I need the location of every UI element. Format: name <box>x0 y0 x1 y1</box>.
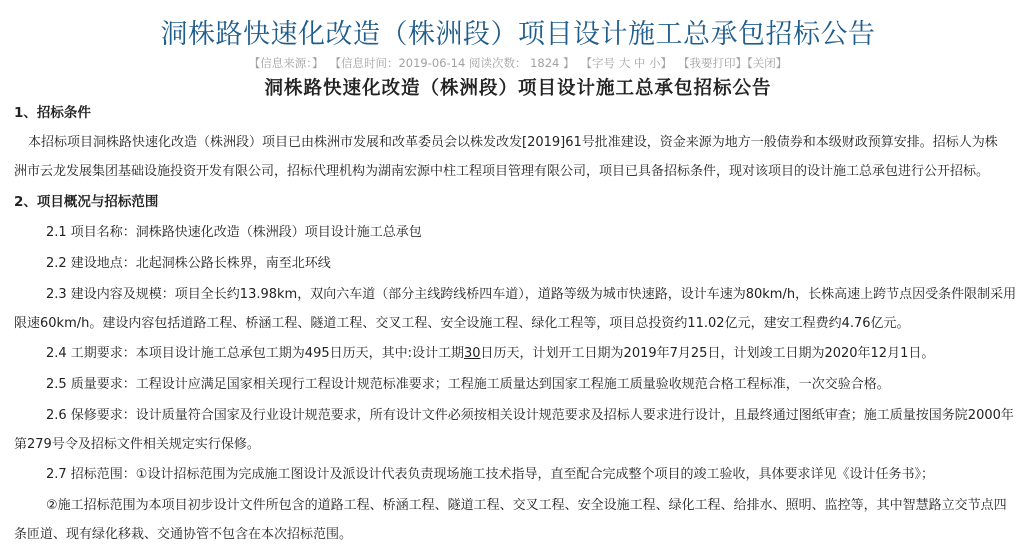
item-2-6-line-2: 第279号令及招标文件相关规定实行保修。 <box>14 437 260 452</box>
section-1-paragraph-line-1: 本招标项目洞株路快速化改造（株洲段）项目已由株洲市发展和改革委员会以株发改发[2019]61号批准建设，资金来源为地方一般债券和本级财政预算安排。招标人为株 <box>28 135 998 150</box>
item-2-7-line-2: ②施工招标范围为本项目初步设计文件所包含的道路工程、桥涵工程、隧道工程、交叉工程、安全设施工程、绿化工程、给排水、照明、监控等，其中智慧路立交节点四 <box>46 498 1007 513</box>
item-2-4-text-a: 2.4 工期要求：本项目设计施工总承包工期为495日历天，其中:设计工期 <box>46 346 464 361</box>
item-2-6-line-1: 2.6 保修要求：设计质量符合国家及行业设计规范要求，所有设计文件必须按相关设计规范要求及招标人要求进行设计，且最终通过图纸审查；施工质量按国务院2000年 <box>46 408 1014 423</box>
item-2-7-line-1: 2.7 招标范围：①设计招标范围为完成施工图设计及派设计代表负责现场施工技术指导，直至配合完成整个项目的竣工验收，具体要求详见《设计任务书》； <box>46 467 934 482</box>
item-2-3-line-1: 2.3 建设内容及规模：项目全长约13.98km，双向六车道（部分主线跨线桥四车道），道路等级为城市快速路，设计车速为80km/h，长株高速上跨节点因受条件限制采用 <box>46 287 1017 302</box>
section-1-paragraph-line-2: 洲市云龙发展集团基础设施投资开发有限公司，招标代理机构为湖南宏源中柱工程项目管理有限公司，项目已具备招标条件，现对该项目的设计施工总承包进行公开招标。 <box>14 164 990 179</box>
font-large-link[interactable]: 大 <box>618 56 631 70</box>
font-medium-link[interactable]: 中 <box>633 56 646 70</box>
close-link[interactable]: 【关闭】 <box>747 56 788 70</box>
font-size-label: 【字号 <box>580 56 616 70</box>
item-2-4 <box>46 344 1036 364</box>
item-2-1: 2.1 项目名称：洞株路快速化改造（株洲段）项目设计施工总承包 <box>46 225 422 240</box>
section-1-heading: 1、招标条件 <box>14 105 91 121</box>
font-small-link[interactable]: 小】 <box>649 56 673 70</box>
item-2-5: 2.5 质量要求：工程设计应满足国家相关现行工程设计规范标准要求；工程施工质量达到国家工程施工质量验收规范合格工程标准，一次交验合格。 <box>46 377 890 392</box>
document-title: 洞株路快速化改造（株洲段）项目设计施工总承包招标公告 <box>264 78 772 99</box>
item-2-4-text-b: 日历天，计划开工日期为2019年7月25日，计划竣工日期为2020年12月1日。 <box>480 346 935 361</box>
section-2-heading: 2、项目概况与招标范围 <box>14 194 159 210</box>
item-2-2: 2.2 建设地点：北起洞株公路长株界，南至北环线 <box>46 256 331 271</box>
item-2-4-design-days: 30 <box>464 346 481 361</box>
page-title: 洞株路快速化改造（株洲段）项目设计施工总承包招标公告 <box>160 19 876 50</box>
item-2-7-line-3: 条匝道、现有绿化移栽、交通协管不包含在本次招标范围。 <box>14 527 353 542</box>
print-link[interactable]: 【我要打印】 <box>678 56 748 70</box>
item-2-3-line-2: 限速60km/h。建设内容包括道路工程、桥涵工程、隧道工程、交叉工程、安全设施工程、绿化工程等，项目总投资约11.02亿元，建安工程费约4.76亿元。 <box>14 316 910 331</box>
info-source: 【信息来源：】 <box>248 56 324 70</box>
meta-bar <box>0 55 1036 71</box>
info-time: 【信息时间：2019-06-14 阅读次数： 1824 】 <box>329 56 575 70</box>
